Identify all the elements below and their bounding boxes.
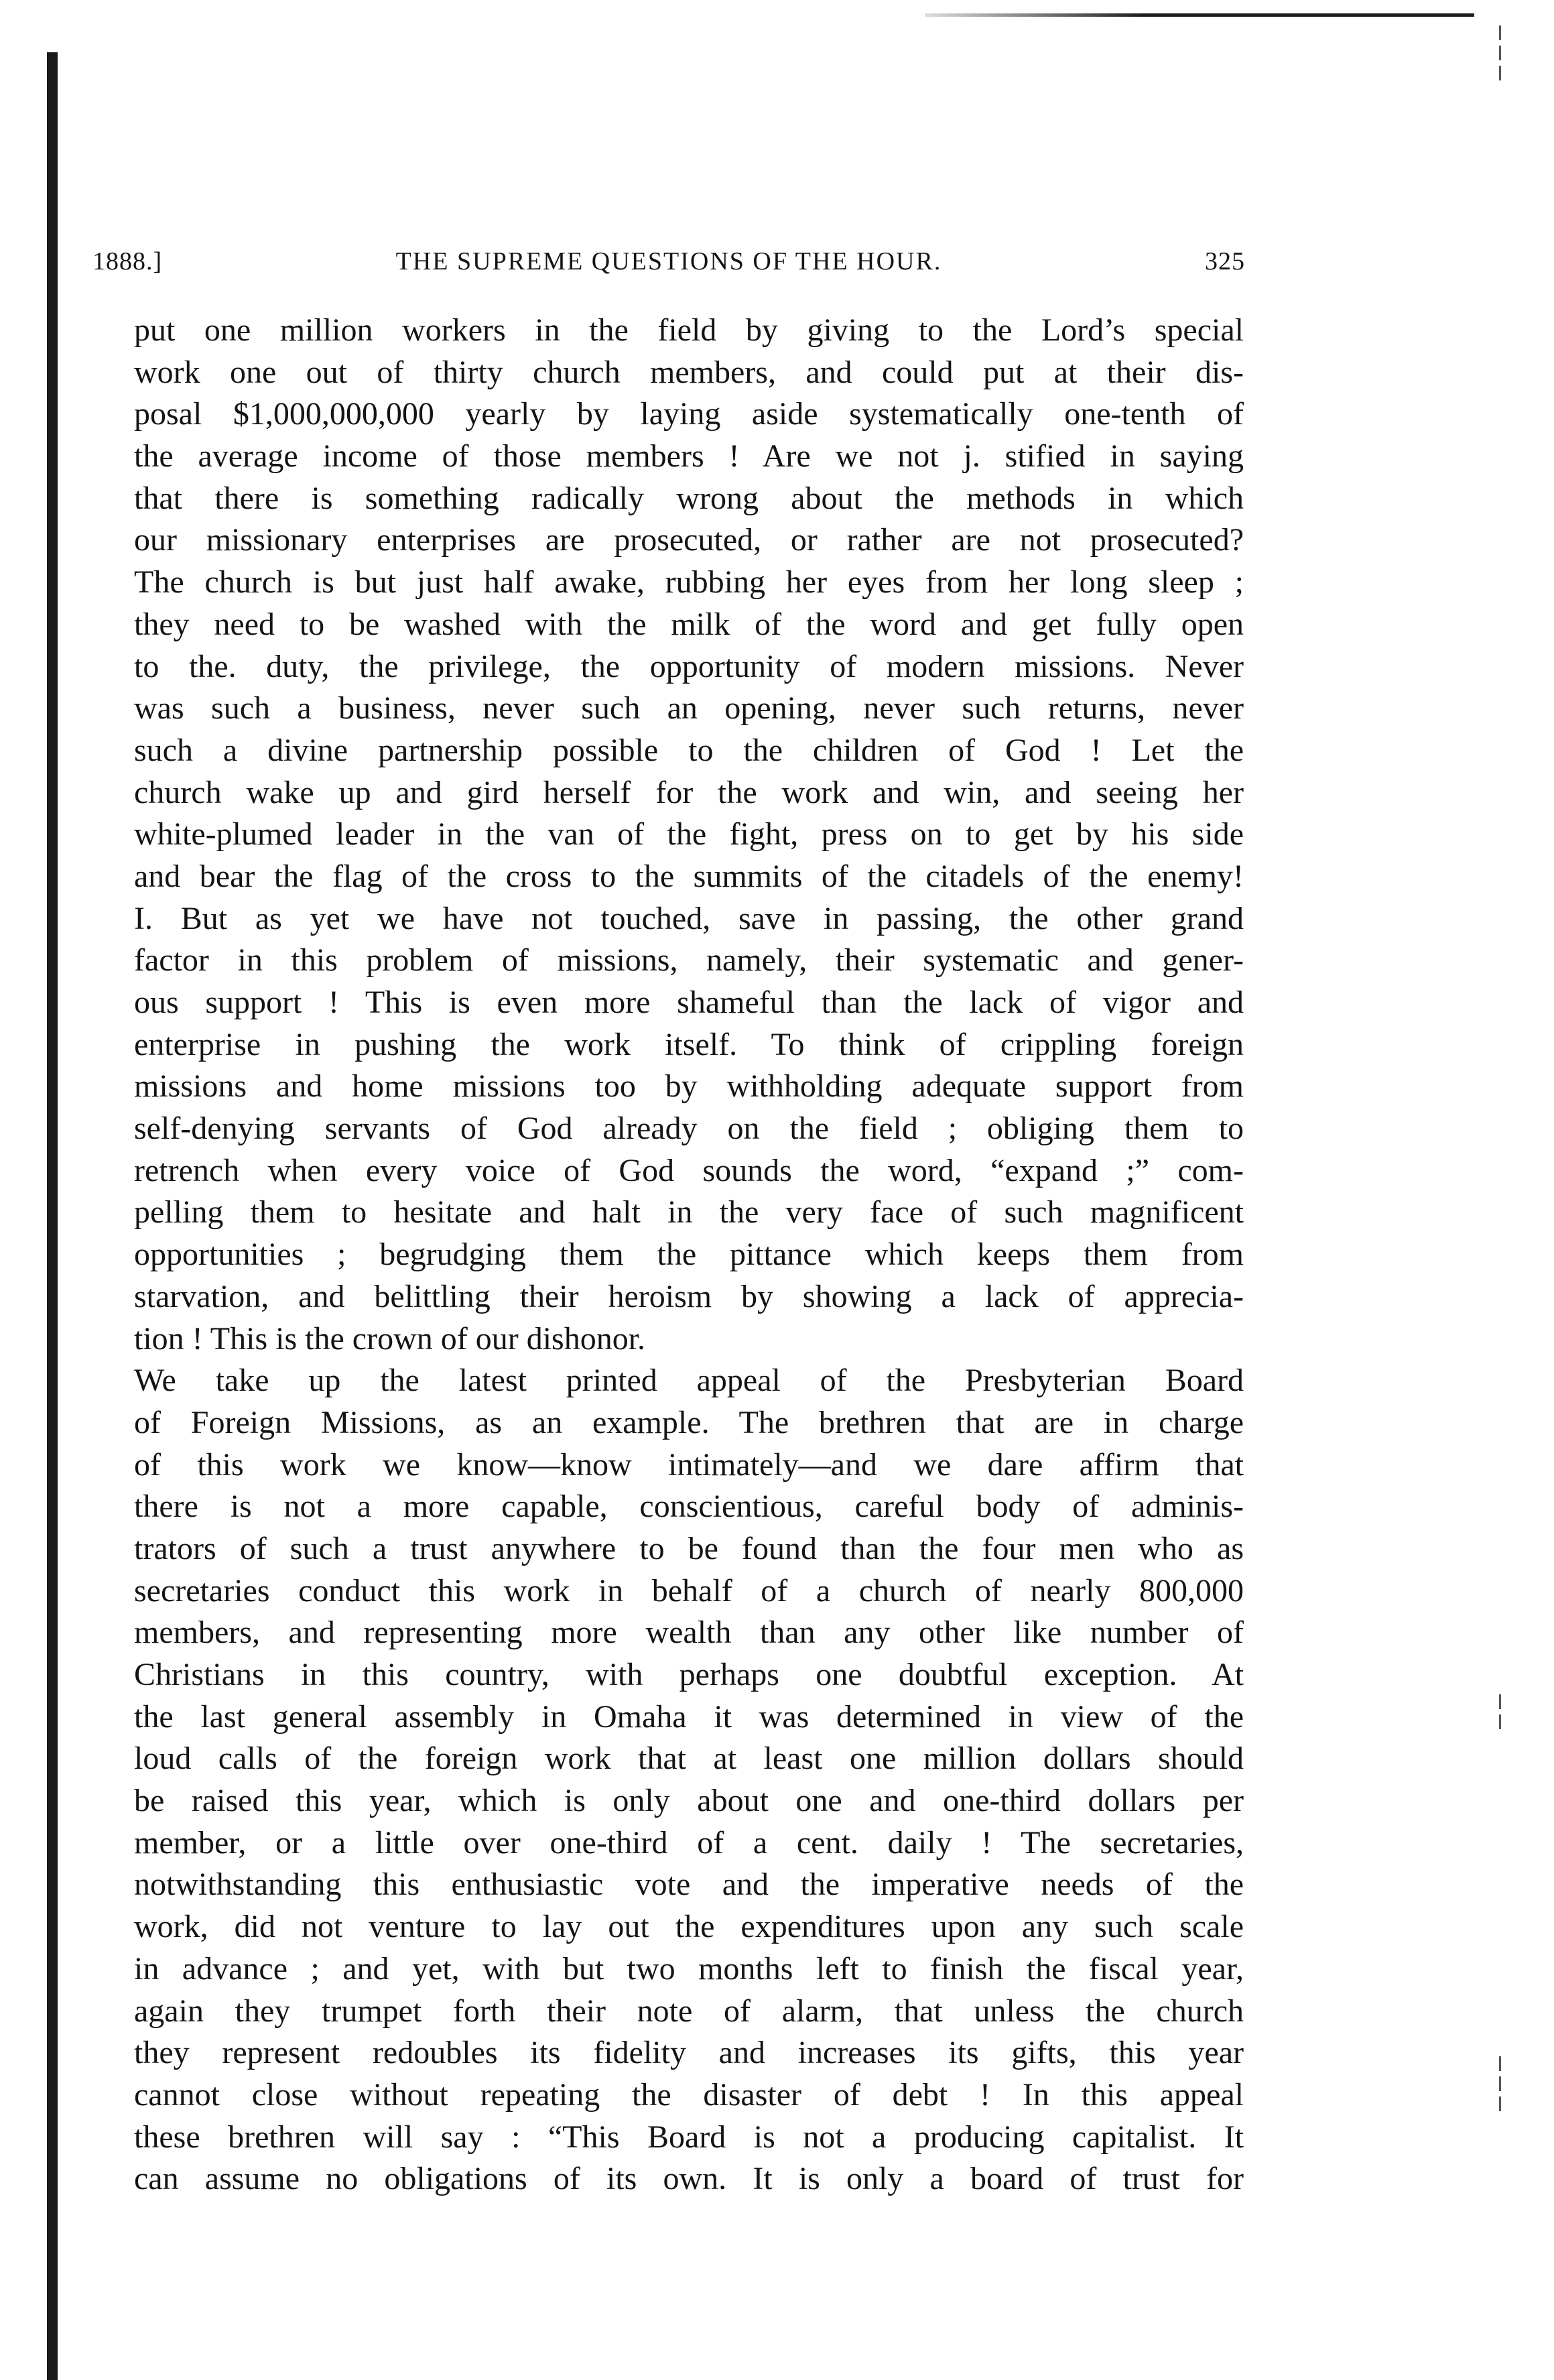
top-edge-rule bbox=[925, 13, 1474, 17]
text-line: our missionary enterprises are prosecuted, or rather are not prosecuted? bbox=[134, 522, 1244, 558]
text-line: work, did not venture to lay out the expenditures upon any such scale bbox=[134, 1909, 1244, 1945]
text-line: was such a business, never such an opening, never such returns, never bbox=[134, 690, 1244, 727]
text-line: opportunities ; begrudging them the pittance which keeps them from bbox=[134, 1237, 1244, 1273]
running-head-title: THE SUPREME QUESTIONS OF THE HOUR. bbox=[395, 247, 942, 275]
text-line: enterprise in pushing the work itself. To think of crippling foreign bbox=[134, 1026, 1244, 1062]
text-line: to the. duty, the privilege, the opportunity of modern missions. Never bbox=[134, 648, 1244, 684]
text-line: tion ! This is the crown of our dishonor. bbox=[134, 1320, 646, 1357]
text-line: the average income of those members ! Are we not j. stified in saying bbox=[134, 438, 1244, 475]
right-edge-marks-lower bbox=[1495, 2051, 1507, 2117]
text-line: and bear the flag of the cross to the summits of the citadels of the enemy! bbox=[134, 858, 1244, 894]
running-head-year: 1888.] bbox=[92, 247, 163, 275]
text-line: starvation, and belittling their heroism by showing a lack of apprecia- bbox=[134, 1278, 1244, 1314]
text-line: member, or a little over one-third of a cent. daily ! The secretaries, bbox=[134, 1824, 1244, 1861]
text-line: ous support ! This is even more shameful than the lack of vigor and bbox=[134, 985, 1244, 1020]
running-head bbox=[92, 247, 1245, 287]
text-line: cannot close without repeating the disaster of debt ! In this appeal bbox=[134, 2076, 1244, 2113]
text-line: the last general assembly in Omaha it was determined in view of the bbox=[134, 1698, 1244, 1735]
text-line: in advance ; and yet, with but two months left to finish the fiscal year, bbox=[134, 1950, 1244, 1987]
right-edge-marks-middle bbox=[1495, 1689, 1507, 1735]
text-line: put one million workers in the field by giving to the Lord’s special bbox=[134, 312, 1244, 348]
text-line: We take up the latest printed appeal of the Presbyterian Board bbox=[134, 1363, 1244, 1399]
text-line: self-denying servants of God already on the field ; obliging them to bbox=[134, 1111, 1244, 1147]
text-line: secretaries conduct this work in behalf of a church of nearly 800,000 bbox=[134, 1572, 1244, 1609]
text-line: work one out of thirty church members, and could put at their dis- bbox=[134, 354, 1244, 390]
body-text bbox=[134, 310, 1244, 2200]
text-line: factor in this problem of missions, namely, their systematic and gener- bbox=[134, 942, 1244, 979]
text-line: of Foreign Missions, as an example. The brethren that are in charge bbox=[134, 1404, 1244, 1440]
right-edge-marks bbox=[1495, 20, 1507, 86]
page-binding-shadow bbox=[47, 52, 58, 2380]
text-line: notwithstanding this enthusiastic vote and the imperative needs of the bbox=[134, 1867, 1244, 1903]
text-line: posal $1,000,000,000 yearly by laying aside systematically one-tenth of bbox=[134, 396, 1244, 432]
text-line: they represent redoubles its fidelity and increases its gifts, this year bbox=[134, 2035, 1244, 2071]
text-line: The church is but just half awake, rubbing her eyes from her long sleep ; bbox=[134, 564, 1244, 601]
page-number: 325 bbox=[1205, 247, 1245, 275]
text-line: retrench when every voice of God sounds the word, “expand ;” com- bbox=[134, 1152, 1244, 1188]
text-line: these brethren will say : “This Board is not a producing capitalist. It bbox=[134, 2119, 1244, 2155]
text-line: members, and representing more wealth than any other like number of bbox=[134, 1615, 1244, 1651]
text-line: can assume no obligations of its own. It is only a board of trust for bbox=[134, 2161, 1244, 2197]
text-line: missions and home missions too by withholding adequate support from bbox=[134, 1068, 1244, 1105]
text-line: loud calls of the foreign work that at least one million dollars should bbox=[134, 1741, 1244, 1777]
text-line: that there is something radically wrong about the methods in which bbox=[134, 480, 1244, 516]
text-line: Christians in this country, with perhaps one doubtful exception. At bbox=[134, 1657, 1244, 1692]
text-line: there is not a more capable, conscientious, careful body of adminis- bbox=[134, 1489, 1244, 1525]
text-line: they need to be washed with the milk of the word and get fully open bbox=[134, 606, 1244, 642]
text-line: be raised this year, which is only about one and one-third dollars per bbox=[134, 1783, 1244, 1819]
text-line: church wake up and gird herself for the work and win, and seeing her bbox=[134, 774, 1244, 810]
text-line: of this work we know—know intimately—and we dare affirm that bbox=[134, 1446, 1244, 1483]
text-line: trators of such a trust anywhere to be found than the four men who as bbox=[134, 1530, 1244, 1566]
text-line: such a divine partnership possible to the children of God ! Let the bbox=[134, 732, 1244, 768]
text-line: again they trumpet forth their note of alarm, that unless the church bbox=[134, 1993, 1244, 2029]
text-line: I. But as yet we have not touched, save in passing, the other grand bbox=[134, 900, 1244, 936]
text-line: pelling them to hesitate and halt in the very face of such magnificent bbox=[134, 1194, 1244, 1231]
text-line: white-plumed leader in the van of the fight, press on to get by his side bbox=[134, 816, 1244, 853]
